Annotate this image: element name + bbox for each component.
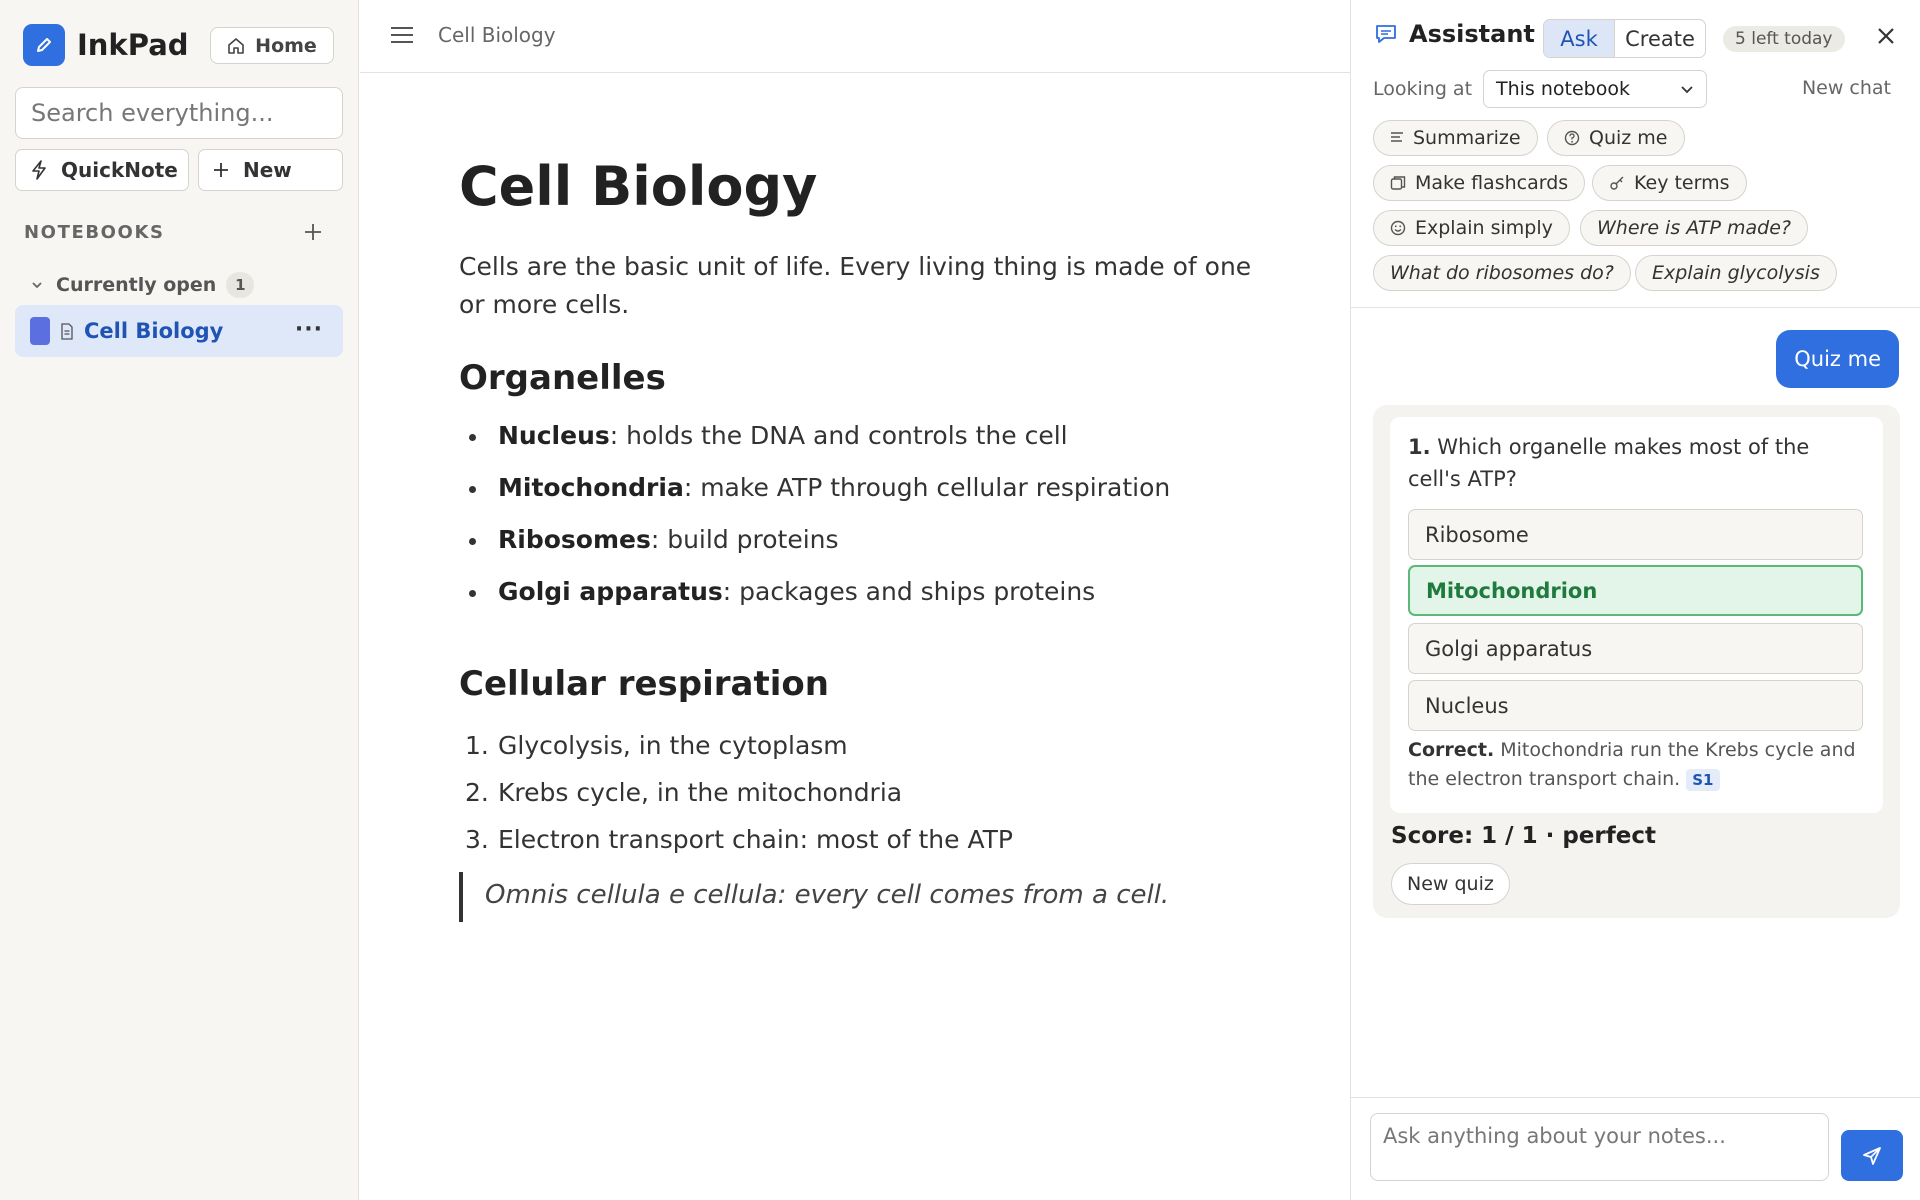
assistant-title: Assistant	[1409, 20, 1535, 48]
new-button[interactable]	[198, 149, 343, 191]
chevron-down-icon	[30, 280, 44, 290]
chat-icon	[1375, 24, 1397, 44]
scope-value: This notebook	[1496, 78, 1630, 100]
plus-icon	[304, 223, 322, 241]
chip-label: Quiz me	[1589, 127, 1668, 149]
topbar	[360, 0, 1350, 73]
lightning-icon	[31, 160, 47, 180]
list-item	[459, 418, 1279, 470]
quiz-option[interactable]: Ribosome	[1408, 509, 1863, 560]
list-item	[459, 470, 1279, 522]
app-name: InkPad	[77, 28, 189, 62]
step-text: Electron transport chain: most of the ATP	[498, 825, 1013, 854]
send-button[interactable]	[1841, 1130, 1903, 1181]
chip-key-terms[interactable]	[1592, 165, 1747, 201]
scope-select[interactable]	[1483, 70, 1707, 108]
assistant-message	[1373, 405, 1900, 918]
more-options-button[interactable]: ···	[294, 317, 323, 342]
list-item	[459, 822, 1279, 869]
question-text: Which organelle makes most of the cell's ATP?	[1408, 435, 1810, 491]
chip-label: Summarize	[1413, 127, 1521, 149]
term: Golgi apparatus	[498, 577, 723, 606]
document-icon	[60, 323, 74, 340]
term-desc: : packages and ships proteins	[722, 577, 1096, 606]
divider	[1351, 307, 1920, 308]
close-icon[interactable]	[1877, 27, 1895, 49]
home-label: Home	[255, 34, 317, 57]
brand[interactable]	[23, 24, 189, 66]
new-quiz-button[interactable]: New quiz	[1391, 863, 1510, 905]
notebook-item-cell-biology[interactable]	[15, 305, 343, 357]
chip-make-flashcards[interactable]	[1373, 165, 1585, 201]
page-title: Cell Biology	[459, 155, 818, 218]
step-number: 2.	[465, 778, 489, 807]
source-badge[interactable]: S1	[1686, 769, 1719, 791]
step-number: 1.	[465, 731, 489, 760]
breadcrumb[interactable]: Cell Biology	[438, 23, 556, 47]
notebooks-heading: NOTEBOOKS	[24, 222, 165, 243]
chip-quiz-me[interactable]	[1547, 120, 1685, 156]
list-item	[459, 728, 1279, 775]
quicknote-label: QuickNote	[61, 158, 178, 182]
add-notebook-button[interactable]	[300, 219, 326, 245]
count-badge: 1	[226, 272, 254, 298]
respiration-heading: Cellular respiration	[459, 664, 829, 704]
intro-paragraph: Cells are the basic unit of life. Every living thing is made of one or more cells.	[459, 252, 1252, 319]
term-desc: : make ATP through cellular respiration	[683, 473, 1171, 502]
quota-badge: 5 left today	[1723, 26, 1845, 52]
blockquote: Omnis cellula e cellula: every cell comes from a cell.	[459, 872, 1279, 922]
term-desc: : holds the DNA and controls the cell	[609, 421, 1068, 450]
chip-label: Explain simply	[1415, 217, 1553, 239]
cards-icon	[1390, 175, 1406, 191]
quiz-option[interactable]: Nucleus	[1408, 680, 1863, 731]
home-button[interactable]	[210, 27, 334, 64]
chip-label: Make flashcards	[1415, 172, 1569, 194]
looking-at-label: Looking at	[1373, 78, 1473, 100]
lines-icon	[1390, 131, 1404, 145]
search-input[interactable]	[15, 87, 343, 139]
feedback-lead: Correct.	[1408, 739, 1495, 761]
quiz-option[interactable]: Golgi apparatus	[1408, 623, 1863, 674]
send-icon	[1862, 1146, 1882, 1166]
chat-input[interactable]	[1370, 1113, 1829, 1181]
chevron-down-icon	[1680, 84, 1694, 94]
quiz-question	[1408, 431, 1848, 495]
pen-icon	[23, 24, 65, 66]
term-desc: : build proteins	[650, 525, 839, 554]
mode-toggle	[1543, 19, 1706, 58]
sidebar	[0, 0, 359, 1200]
notebook-name: Cell Biology	[84, 319, 224, 343]
chip-suggested-question[interactable]: What do ribosomes do?	[1373, 255, 1631, 291]
quiz-score: Score: 1 / 1 · perfect	[1391, 823, 1656, 849]
tab-ask[interactable]: Ask	[1544, 20, 1615, 57]
list-item	[459, 522, 1279, 574]
user-message: Quiz me	[1776, 330, 1899, 388]
step-number: 3.	[465, 825, 489, 854]
step-text: Glycolysis, in the cytoplasm	[498, 731, 848, 760]
organelles-heading: Organelles	[459, 358, 666, 398]
assistant-header	[1375, 20, 1535, 48]
divider	[1351, 1097, 1920, 1098]
tab-create[interactable]: Create	[1625, 26, 1695, 51]
home-icon	[227, 37, 245, 55]
quiz-card	[1390, 417, 1883, 813]
quicknote-button[interactable]	[15, 149, 189, 191]
step-text: Krebs cycle, in the mitochondria	[498, 778, 903, 807]
menu-icon[interactable]	[390, 25, 414, 49]
notebook-color-swatch	[30, 317, 50, 345]
document[interactable]	[459, 150, 1279, 922]
chip-label: Key terms	[1634, 172, 1730, 194]
quiz-feedback	[1408, 736, 1868, 794]
group-currently-open[interactable]	[30, 272, 254, 298]
new-chat-button[interactable]: New chat	[1801, 77, 1891, 99]
chip-suggested-question[interactable]: Where is ATP made?	[1580, 210, 1808, 246]
chip-summarize[interactable]	[1373, 120, 1538, 156]
organelles-list	[459, 418, 1279, 626]
respiration-steps	[459, 728, 1279, 869]
term: Nucleus	[498, 421, 610, 450]
group-label: Currently open	[56, 274, 217, 296]
term: Mitochondria	[498, 473, 684, 502]
list-item	[459, 574, 1279, 626]
new-label: New	[243, 158, 292, 182]
quiz-option-correct[interactable]: Mitochondrion	[1408, 565, 1863, 616]
plus-icon	[213, 162, 229, 178]
term: Ribosomes	[498, 525, 651, 554]
key-icon	[1609, 175, 1625, 191]
feedback-text: Mitochondria run the Krebs cycle and the electron transport chain.	[1408, 739, 1856, 790]
chip-explain-simply[interactable]	[1373, 210, 1570, 246]
question-number: 1.	[1408, 435, 1431, 459]
list-item	[459, 775, 1279, 822]
assistant-panel	[1350, 0, 1920, 1200]
chip-suggested-question[interactable]: Explain glycolysis	[1635, 255, 1837, 291]
question-icon	[1564, 130, 1580, 146]
smile-icon	[1390, 220, 1406, 236]
